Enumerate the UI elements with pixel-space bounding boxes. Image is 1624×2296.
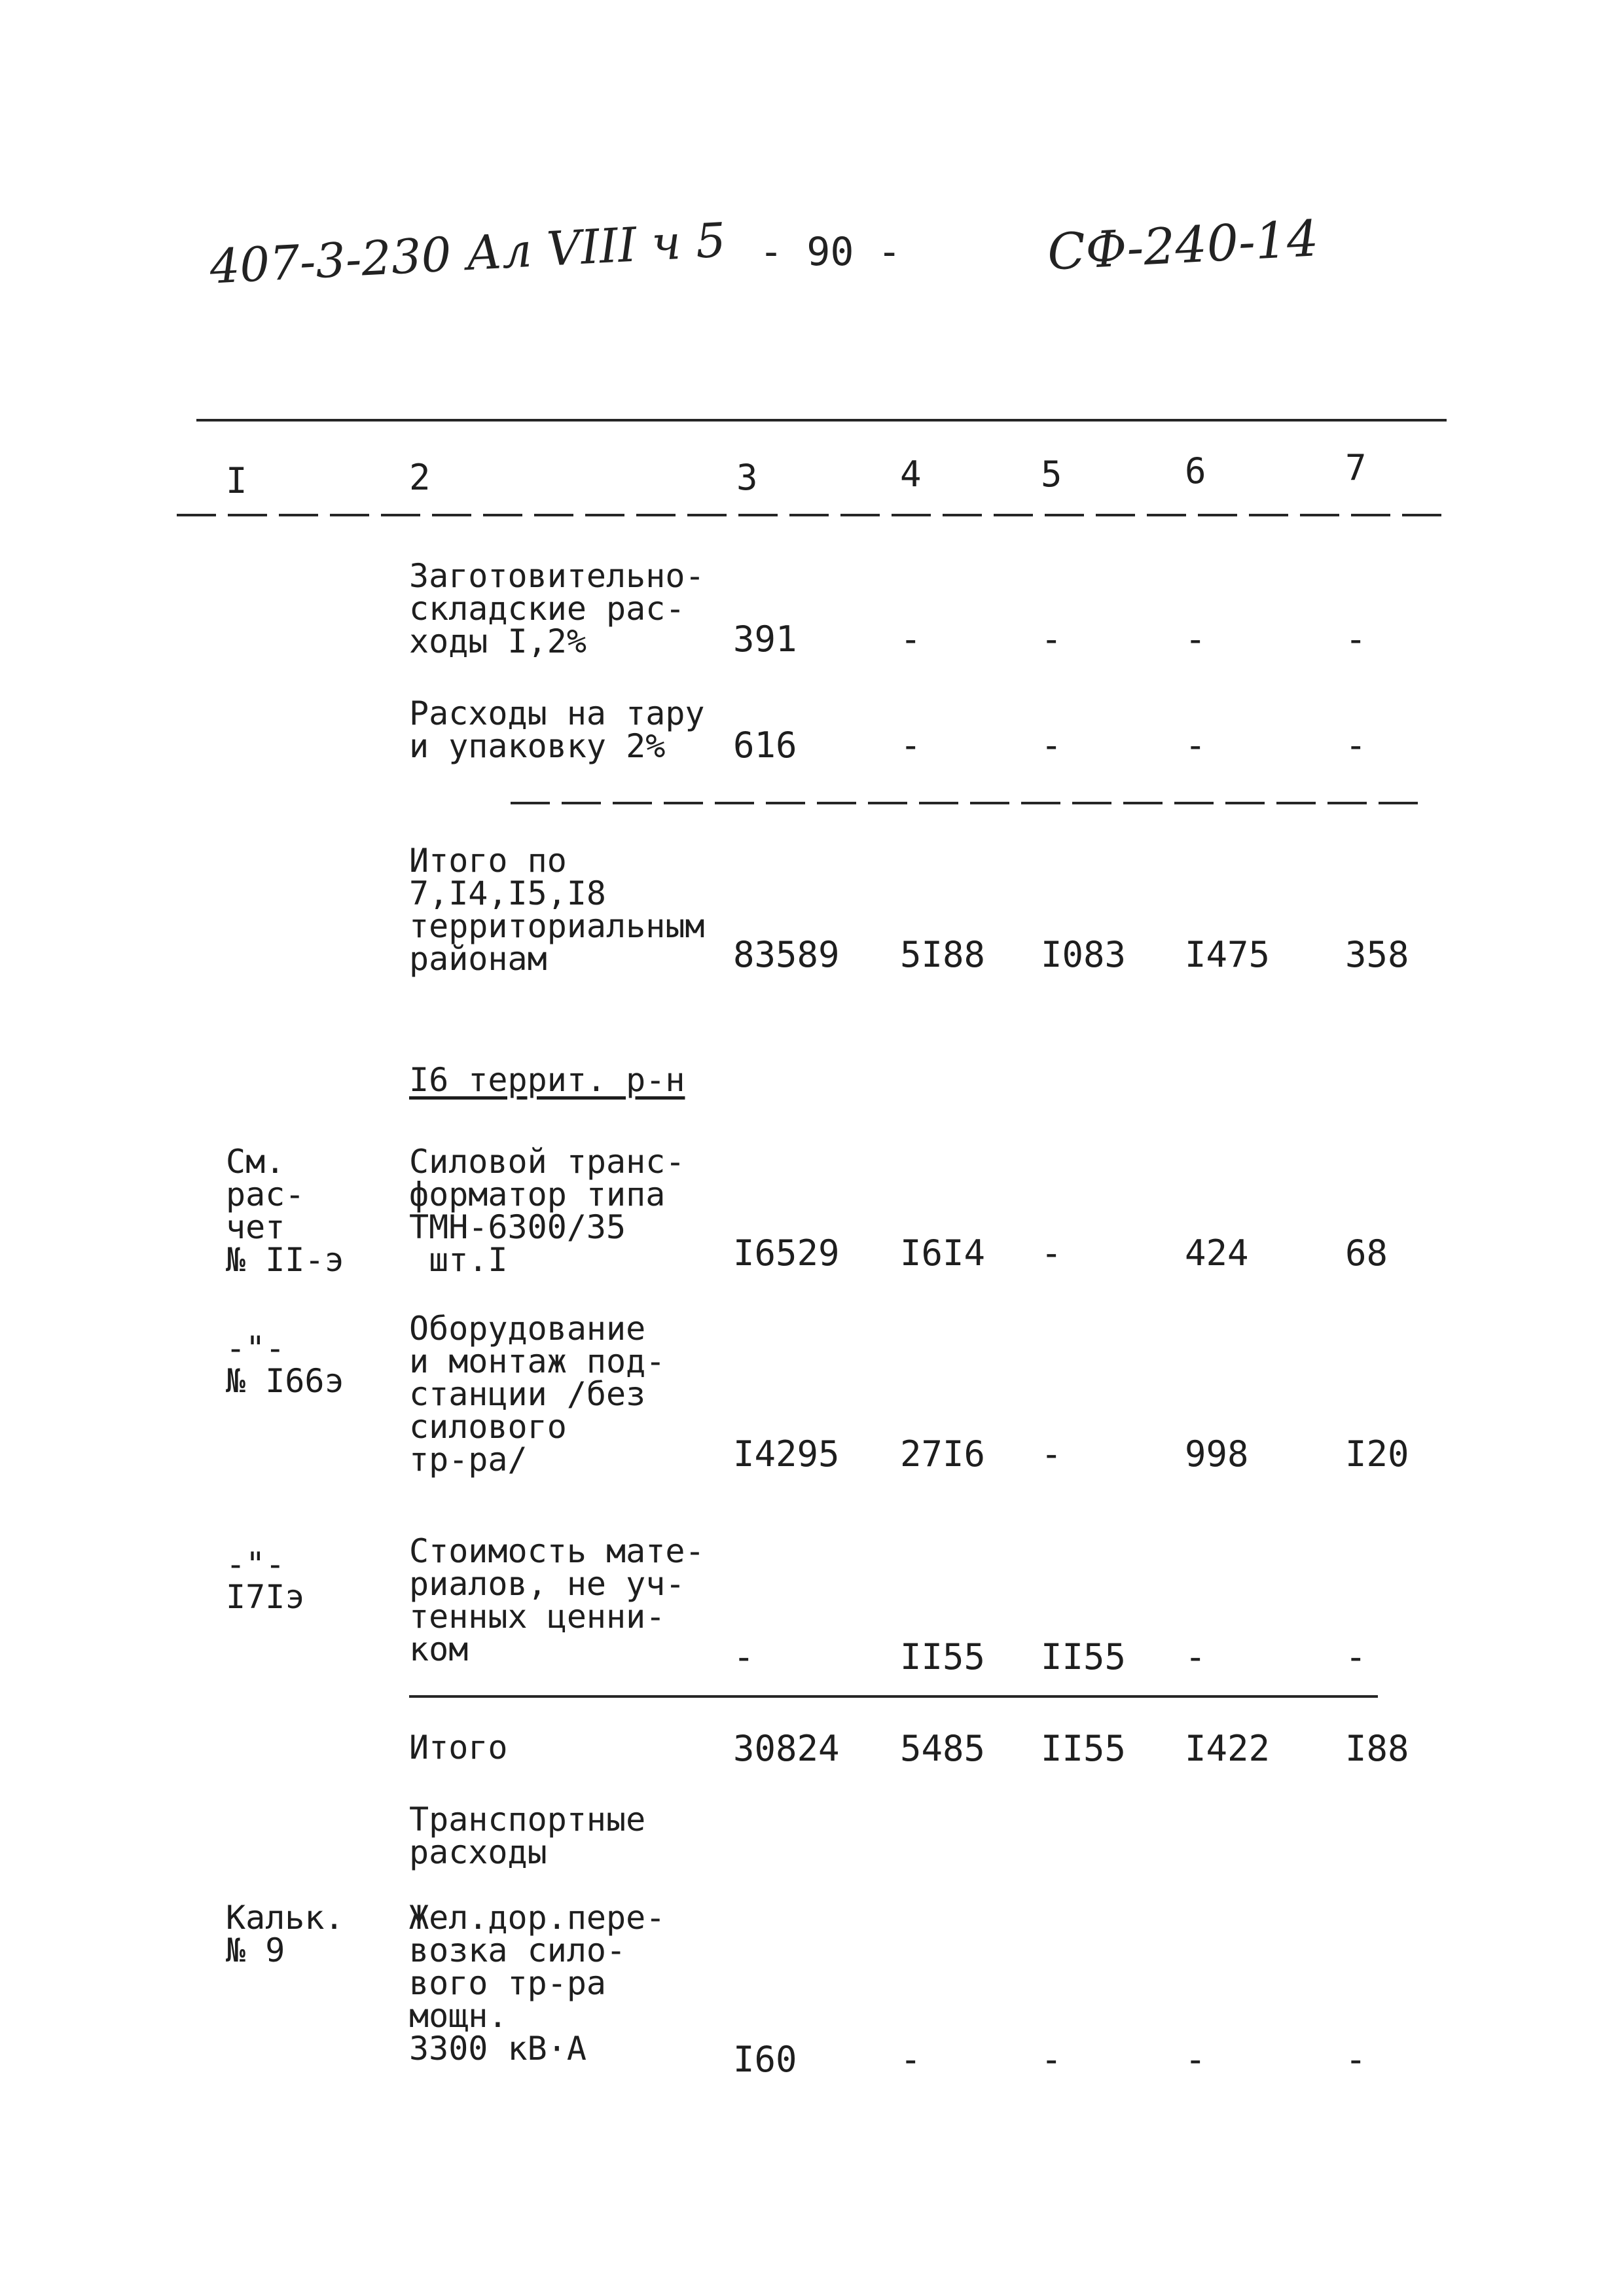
- column-number-2: 2: [409, 457, 431, 498]
- row-value-col7: -: [1345, 1636, 1367, 1677]
- row-reference: -"- I7Iэ: [226, 1545, 305, 1616]
- sheet-code: СФ-240-14: [1045, 209, 1320, 281]
- section-heading: Транспортные расходы: [409, 1801, 646, 1871]
- total-value-col3: 30824: [733, 1728, 840, 1769]
- row-value-col3: I6529: [733, 1232, 840, 1274]
- column-number-4: 4: [900, 454, 922, 495]
- subtotal-rule: [511, 802, 1427, 804]
- row-value-col5: II55: [1041, 1636, 1127, 1677]
- row-reference: См. рас- чет № II-э: [226, 1143, 344, 1279]
- total-rule: [409, 1695, 1378, 1698]
- row-name: Расходы на тару и упаковку 2%: [409, 694, 705, 765]
- total-label: Итого: [409, 1729, 508, 1767]
- column-number-3: 3: [736, 457, 758, 498]
- row-value-col4: II55: [900, 1636, 986, 1677]
- row-value-col7: 68: [1345, 1232, 1388, 1274]
- row-name: Жел.дор.пере- возка сило- вого тр-ра мощн. 3300 кВ·А: [409, 1899, 666, 2068]
- row-name: Оборудование и монтаж под- станции /без силового тр-ра/: [409, 1310, 666, 1479]
- row-value-col4: 5I88: [900, 934, 986, 975]
- row-value-col5: -: [1041, 1433, 1062, 1475]
- row-value-col5: -: [1041, 2039, 1062, 2080]
- row-value-col3: 616: [733, 725, 797, 766]
- row-reference: -"- № I66э: [226, 1329, 344, 1400]
- row-value-col3: 391: [733, 619, 797, 660]
- row-value-col6: I475: [1185, 934, 1271, 975]
- column-number-6: 6: [1185, 450, 1206, 492]
- row-value-col7: -: [1345, 2039, 1367, 2080]
- column-number-1: I: [226, 460, 247, 501]
- row-value-col6: -: [1185, 725, 1206, 766]
- row-reference: Кальк. № 9: [226, 1899, 344, 1969]
- total-value-col4: 5485: [900, 1728, 986, 1769]
- row-value-col6: 424: [1185, 1232, 1249, 1274]
- row-value-col3: 83589: [733, 934, 840, 975]
- row-value-col6: 998: [1185, 1433, 1249, 1475]
- row-value-col3: -: [733, 1636, 755, 1677]
- row-name: Стоимость мате- риалов, не уч- тенных ценни- ком: [409, 1532, 705, 1668]
- total-value-col5: II55: [1041, 1728, 1127, 1769]
- row-value-col4: 27I6: [900, 1433, 986, 1475]
- column-number-5: 5: [1041, 454, 1062, 495]
- row-value-col7: 358: [1345, 934, 1409, 975]
- row-value-col5: -: [1041, 1232, 1062, 1274]
- row-value-col4: -: [900, 619, 922, 660]
- row-value-col4: -: [900, 2039, 922, 2080]
- row-value-col4: -: [900, 725, 922, 766]
- table-top-rule: [196, 419, 1447, 422]
- page-number: - 90 -: [759, 229, 901, 275]
- row-value-col7: -: [1345, 619, 1367, 660]
- total-value-col6: I422: [1185, 1728, 1271, 1769]
- row-value-col3: I60: [733, 2039, 797, 2080]
- row-value-col6: -: [1185, 2039, 1206, 2080]
- row-name: Заготовительно- складские рас- ходы I,2%: [409, 557, 705, 660]
- column-number-7: 7: [1345, 447, 1367, 488]
- row-value-col5: -: [1041, 725, 1062, 766]
- row-value-col3: I4295: [733, 1433, 840, 1475]
- header-bottom-rule: [177, 514, 1447, 516]
- row-name: Итого по 7,I4,I5,I8 территориальным районам: [409, 842, 705, 978]
- row-value-col7: I20: [1345, 1433, 1409, 1475]
- section-heading: I6 террит. р-н: [409, 1061, 685, 1099]
- row-value-col7: -: [1345, 725, 1367, 766]
- total-value-col7: I88: [1345, 1728, 1409, 1769]
- document-code: 407-3-230 Ал VIII ч 5: [208, 212, 727, 295]
- row-value-col4: I6I4: [900, 1232, 986, 1274]
- row-value-col6: -: [1185, 619, 1206, 660]
- row-name: Силовой транс- форматор типа ТМН-6300/35 шт.I: [409, 1143, 685, 1279]
- row-value-col5: -: [1041, 619, 1062, 660]
- row-value-col5: I083: [1041, 934, 1127, 975]
- row-value-col6: -: [1185, 1636, 1206, 1677]
